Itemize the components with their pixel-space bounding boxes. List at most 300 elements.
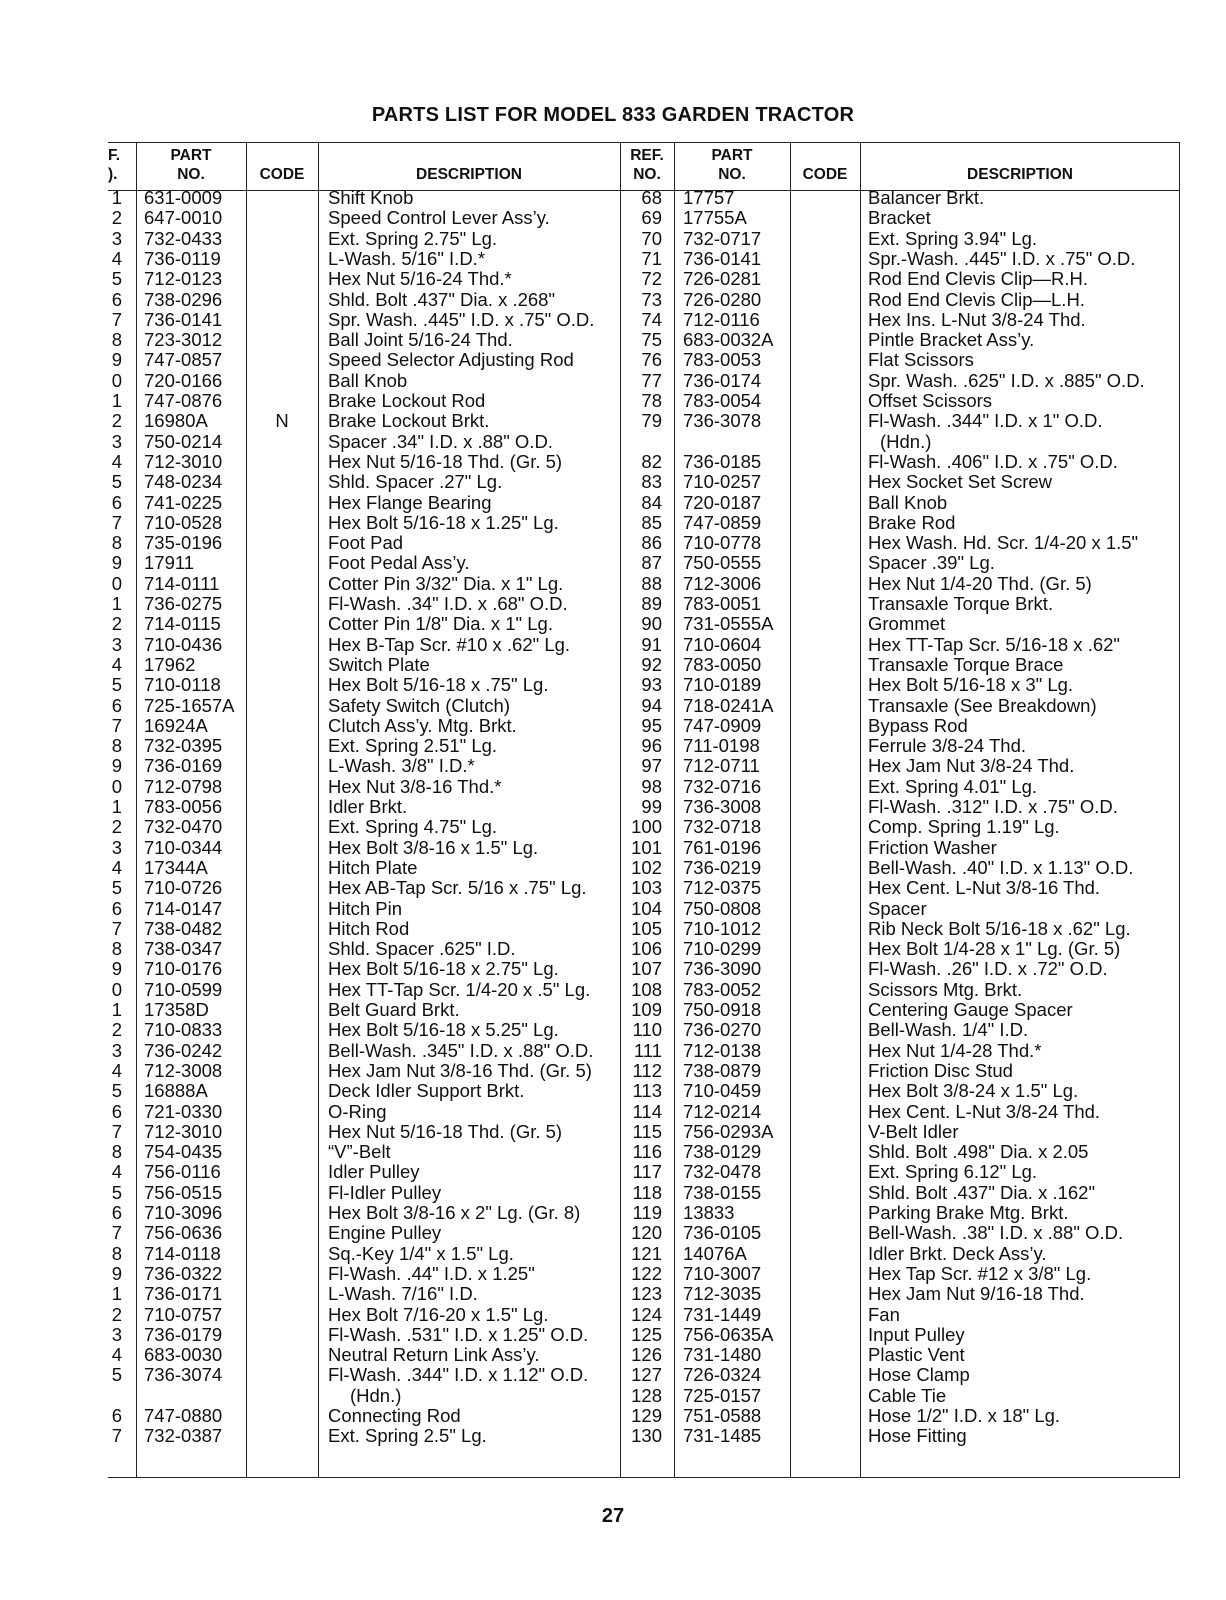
left-desc-cell: Cotter Pin 3/32" Dia. x 1" Lg. xyxy=(328,572,564,594)
right-part-cell: 750-0555 xyxy=(683,552,762,574)
left-part-cell: 748-0234 xyxy=(144,471,223,493)
left-desc-cell: Fl-Wash. .344" I.D. x 1.12" O.D. xyxy=(328,1364,589,1386)
right-desc-cell: Bracket xyxy=(868,207,931,229)
right-part-cell: 725-0157 xyxy=(683,1384,762,1406)
right-part-cell: 712-3035 xyxy=(683,1283,762,1305)
left-part-cell: 712-3008 xyxy=(144,1059,223,1081)
left-ref-cell: 0 xyxy=(111,369,122,391)
right-part-cell: 736-0174 xyxy=(683,369,762,391)
left-part-cell: 17358D xyxy=(144,999,209,1020)
column-divider xyxy=(860,142,861,1478)
left-desc-cell: Hitch Pin xyxy=(328,897,403,919)
right-ref-cell: 125 xyxy=(631,1323,662,1345)
right-ref-cell: 104 xyxy=(631,897,662,919)
left-part-cell: 732-0433 xyxy=(144,227,223,249)
right-ref-cell: 74 xyxy=(641,308,662,330)
left-desc-cell: Fl-Wash. .34" I.D. x .68" O.D. xyxy=(328,593,568,614)
left-desc-cell: Deck Idler Support Brkt. xyxy=(328,1080,525,1102)
right-ref-cell: 100 xyxy=(631,816,662,838)
right-desc-cell: Hex Nut 1/4-20 Thd. (Gr. 5) xyxy=(868,572,1092,594)
right-desc-cell: Hex Cent. L-Nut 3/8-16 Thd. xyxy=(868,877,1101,899)
left-desc-cell: Engine Pulley xyxy=(328,1222,442,1244)
right-part-cell: 17757 xyxy=(683,187,735,208)
left-part-cell: 714-0111 xyxy=(144,572,220,594)
header-text: F. xyxy=(108,147,121,164)
right-desc-cell: Flat Scissors xyxy=(868,349,974,371)
right-ref-cell: 119 xyxy=(632,1202,662,1223)
left-desc-cell: Foot Pedal Ass’y. xyxy=(328,552,470,574)
left-desc-cell: Belt Guard Brkt. xyxy=(328,999,460,1020)
right-ref-cell: 93 xyxy=(641,674,662,696)
left-ref-cell: 9 xyxy=(111,1262,122,1284)
header-text: PART xyxy=(711,147,753,164)
right-desc-cell: Rod End Clevis Clip—R.H. xyxy=(868,268,1089,290)
right-desc-cell: Fl-Wash. .312" I.D. x .75" O.D. xyxy=(868,796,1118,817)
left-part-cell: 710-0344 xyxy=(144,836,223,858)
right-desc-cell: Shld. Bolt .498" Dia. x 2.05 xyxy=(868,1141,1089,1163)
left-desc-cell: Hex Bolt 7/16-20 x 1.5" Lg. xyxy=(328,1303,549,1325)
left-part-cell: 723-3012 xyxy=(144,329,223,351)
header-part-no-left xyxy=(136,146,246,184)
right-desc-cell: Hex Ins. L-Nut 3/8-24 Thd. xyxy=(868,308,1086,330)
right-desc-cell: Bell-Wash. .38" I.D. x .88" O.D. xyxy=(868,1222,1124,1244)
left-ref-cell: 2 xyxy=(111,816,122,838)
header-text: NO. xyxy=(718,166,746,183)
right-ref-cell: 124 xyxy=(631,1303,662,1325)
right-part-cell: 720-0187 xyxy=(683,491,762,513)
left-ref-cell: 7 xyxy=(111,1222,122,1244)
left-desc-cell: Shld. Bolt .437" Dia. x .268" xyxy=(328,288,556,310)
right-desc-cell: Idler Brkt. Deck Ass’y. xyxy=(868,1242,1047,1264)
right-desc-cell: Grommet xyxy=(868,613,946,635)
left-desc-cell: Hex Flange Bearing xyxy=(328,491,492,513)
right-ref-cell: 75 xyxy=(641,329,662,351)
right-desc-cell: Plastic Vent xyxy=(868,1344,965,1366)
left-ref-cell: 2 xyxy=(111,207,122,229)
right-desc-cell: Transaxle Torque Brace xyxy=(868,653,1064,675)
left-ref-cell: 3 xyxy=(111,1323,122,1345)
right-part-cell: 710-3007 xyxy=(683,1262,762,1284)
right-part-cell: 17755A xyxy=(683,207,747,229)
left-part-cell: 732-0470 xyxy=(144,816,223,838)
right-ref-cell: 89 xyxy=(641,593,662,614)
right-part-cell: 710-0189 xyxy=(683,674,762,696)
right-desc-cell: Spr.-Wash. .445" I.D. x .75" O.D. xyxy=(868,247,1136,269)
left-part-cell: 732-0387 xyxy=(144,1425,223,1447)
left-ref-cell: 1 xyxy=(111,187,122,208)
right-ref-cell: 105 xyxy=(631,917,662,939)
right-desc-cell: Hex Jam Nut 3/8-24 Thd. xyxy=(868,755,1075,777)
right-ref-cell: 108 xyxy=(631,978,662,1000)
header-text: PART xyxy=(170,147,212,164)
header-description-left: DESCRIPTION xyxy=(416,166,522,183)
right-part-cell: 751-0588 xyxy=(683,1405,762,1426)
right-part-cell: 736-0219 xyxy=(683,856,762,878)
right-desc-cell: Fan xyxy=(868,1303,900,1325)
left-part-cell: 710-0833 xyxy=(144,1019,223,1041)
header-text: NO. xyxy=(177,166,205,183)
right-ref-cell: 88 xyxy=(641,572,662,594)
left-ref-cell: 4 xyxy=(111,1161,122,1183)
left-part-cell: 712-3010 xyxy=(144,450,223,472)
left-ref-cell: 3 xyxy=(111,836,122,858)
header-part-no-right xyxy=(674,146,790,184)
left-part-cell: 16980A xyxy=(144,410,208,432)
right-part-cell: 732-0717 xyxy=(683,227,762,249)
right-ref-cell: 83 xyxy=(641,471,662,493)
left-part-cell: 738-0347 xyxy=(144,938,223,960)
right-ref-cell: 101 xyxy=(631,836,662,858)
left-ref-cell: 0 xyxy=(111,572,122,594)
right-ref-cell: 113 xyxy=(632,1080,662,1102)
left-ref-cell: 1 xyxy=(111,796,122,817)
left-ref-cell: 9 xyxy=(111,958,122,980)
right-part-cell: 750-0918 xyxy=(683,999,762,1020)
left-ref-cell: 2 xyxy=(111,1303,122,1325)
left-desc-cell: O-Ring xyxy=(328,1100,387,1122)
right-desc-cell: Comp. Spring 1.19" Lg. xyxy=(868,816,1060,838)
right-desc-cell: Scissors Mtg. Brkt. xyxy=(868,978,1023,1000)
right-ref-cell: 84 xyxy=(641,491,662,513)
left-desc-cell: Hex Bolt 5/16-18 x .75" Lg. xyxy=(328,674,549,696)
left-desc-cell: Bell-Wash. .345" I.D. x .88" O.D. xyxy=(328,1039,594,1061)
left-ref-cell: 0 xyxy=(111,978,122,1000)
right-part-cell: 736-3090 xyxy=(683,958,762,980)
left-desc-cell: Idler Pulley xyxy=(328,1161,420,1183)
left-desc-cell: Spacer .34" I.D. x .88" O.D. xyxy=(328,430,553,452)
left-part-cell: 631-0009 xyxy=(144,187,223,208)
right-desc-cell: Hex Tap Scr. #12 x 3/8" Lg. xyxy=(868,1262,1092,1284)
left-desc-cell: Speed Selector Adjusting Rod xyxy=(328,349,574,371)
right-ref-cell: 123 xyxy=(631,1283,662,1305)
right-part-cell: 731-0555A xyxy=(683,613,774,635)
left-part-cell: 725-1657A xyxy=(144,694,235,716)
left-desc-cell: Fl-Wash. .44" I.D. x 1.25" xyxy=(328,1262,535,1284)
left-desc-cell: Neutral Return Link Ass’y. xyxy=(328,1344,540,1366)
left-desc-cell: Ball Joint 5/16-24 Thd. xyxy=(328,329,513,351)
left-desc-cell: Shld. Spacer .625" I.D. xyxy=(328,938,516,960)
left-ref-cell: 6 xyxy=(111,897,122,919)
right-ref-cell: 97 xyxy=(641,755,662,777)
right-part-cell: 712-3006 xyxy=(683,572,762,594)
right-ref-cell: 112 xyxy=(632,1059,662,1081)
right-ref-cell: 73 xyxy=(641,288,662,310)
right-desc-cell: Spacer .39" Lg. xyxy=(868,552,995,574)
left-desc-cell: L-Wash. 3/8" I.D.* xyxy=(328,755,475,777)
left-ref-cell: 1 xyxy=(111,999,122,1020)
left-desc-cell: Hex Nut 5/16-18 Thd. (Gr. 5) xyxy=(328,1120,563,1142)
right-part-cell: 756-0293A xyxy=(683,1120,774,1142)
header-ref-no-right xyxy=(620,146,674,184)
left-ref-cell: 4 xyxy=(111,1344,122,1366)
right-ref-cell: 106 xyxy=(631,938,662,960)
left-ref-cell: 1 xyxy=(111,1283,122,1305)
right-part-cell: 710-1012 xyxy=(683,917,762,939)
left-ref-cell: 9 xyxy=(111,755,122,777)
left-desc-cell: Spr. Wash. .445" I.D. x .75" O.D. xyxy=(328,308,595,330)
left-desc-cell: Brake Lockout Rod xyxy=(328,390,486,411)
left-part-cell: 710-0118 xyxy=(144,674,221,696)
right-part-cell: 738-0879 xyxy=(683,1059,762,1081)
right-part-cell: 712-0711 xyxy=(683,755,760,777)
left-part-cell: 710-0726 xyxy=(144,877,223,899)
right-part-cell: 13833 xyxy=(683,1202,735,1223)
left-desc-cell: L-Wash. 5/16" I.D.* xyxy=(328,247,486,269)
left-part-cell: 720-0166 xyxy=(144,369,223,391)
left-ref-cell: 3 xyxy=(111,1039,122,1061)
left-ref-cell: 4 xyxy=(111,1059,122,1081)
right-part-cell: 731-1449 xyxy=(683,1303,762,1325)
left-part-cell: 756-0515 xyxy=(144,1181,223,1203)
right-part-cell: 732-0718 xyxy=(683,816,762,838)
left-desc-cell: Hex AB-Tap Scr. 5/16 x .75" Lg. xyxy=(328,877,587,899)
left-desc-cell: Hex Bolt 5/16-18 x 5.25" Lg. xyxy=(328,1019,559,1041)
right-part-cell: 732-0716 xyxy=(683,775,762,797)
right-ref-cell: 69 xyxy=(641,207,662,229)
left-ref-cell: 4 xyxy=(111,653,122,675)
left-desc-cell: Foot Pad xyxy=(328,532,404,554)
right-desc-cell: Hose Fitting xyxy=(868,1425,967,1447)
left-ref-cell: 1 xyxy=(111,390,122,411)
left-part-cell: 710-0528 xyxy=(144,511,223,533)
right-ref-cell: 72 xyxy=(641,268,662,290)
right-desc-cell: Bypass Rod xyxy=(868,714,968,736)
right-ref-cell: 94 xyxy=(641,694,662,716)
left-ref-cell: 6 xyxy=(111,491,122,513)
left-desc-cell: Hex Bolt 5/16-18 x 2.75" Lg. xyxy=(328,958,559,980)
right-ref-cell: 95 xyxy=(641,714,662,736)
right-part-cell: 731-1480 xyxy=(683,1344,762,1366)
left-part-cell: 712-0123 xyxy=(144,268,223,290)
right-desc-cell: Rod End Clevis Clip—L.H. xyxy=(868,288,1085,310)
left-desc-cell: “V”-Belt xyxy=(328,1141,391,1163)
right-ref-cell: 86 xyxy=(641,532,662,554)
right-desc-cell: Hex TT-Tap Scr. 5/16-18 x .62" xyxy=(868,633,1120,655)
header-text: ). xyxy=(108,166,118,183)
right-desc-cell: (Hdn.) xyxy=(880,430,932,452)
header-text: NO. xyxy=(633,166,661,183)
right-ref-cell: 82 xyxy=(641,450,662,472)
header-text: REF. xyxy=(630,147,664,164)
right-desc-cell: Balancer Brkt. xyxy=(868,187,985,208)
right-ref-cell: 129 xyxy=(631,1405,662,1426)
left-part-cell: 714-0147 xyxy=(144,897,223,919)
right-desc-cell: Fl-Wash. .26" I.D. x .72" O.D. xyxy=(868,958,1108,980)
left-ref-cell: 1 xyxy=(111,593,122,614)
left-desc-cell: Hitch Plate xyxy=(328,856,418,878)
left-part-cell: 714-0115 xyxy=(144,613,221,635)
right-part-cell: 747-0909 xyxy=(683,714,762,736)
right-ref-cell: 102 xyxy=(631,856,662,878)
left-desc-cell: Ext. Spring 2.5" Lg. xyxy=(328,1425,487,1447)
left-ref-cell: 8 xyxy=(111,938,122,960)
right-desc-cell: Friction Disc Stud xyxy=(868,1059,1013,1081)
left-ref-cell: 2 xyxy=(111,613,122,635)
left-ref-cell: 8 xyxy=(111,735,122,757)
left-ref-cell: 7 xyxy=(111,308,122,330)
right-desc-cell: Ball Knob xyxy=(868,491,948,513)
left-part-cell: 756-0116 xyxy=(144,1161,221,1183)
left-part-cell: 736-0171 xyxy=(144,1283,223,1305)
right-part-cell: 761-0196 xyxy=(683,836,762,858)
left-part-cell: 710-0599 xyxy=(144,978,223,1000)
right-part-cell: 738-0155 xyxy=(683,1181,762,1203)
right-part-cell: 710-0778 xyxy=(683,532,762,554)
right-part-cell: 783-0051 xyxy=(683,593,762,614)
left-desc-cell: Hex B-Tap Scr. #10 x .62" Lg. xyxy=(328,633,571,655)
right-part-cell: 736-3008 xyxy=(683,796,762,817)
left-desc-cell: Ext. Spring 2.75" Lg. xyxy=(328,227,498,249)
left-part-cell: 16888A xyxy=(144,1080,208,1102)
left-ref-cell: 7 xyxy=(111,714,122,736)
header-code-left: CODE xyxy=(259,166,305,183)
left-desc-cell: Brake Lockout Brkt. xyxy=(328,410,490,432)
header-description-right: DESCRIPTION xyxy=(967,166,1073,183)
right-ref-cell: 98 xyxy=(641,775,662,797)
left-ref-cell: 6 xyxy=(111,1202,122,1223)
right-ref-cell: 126 xyxy=(631,1344,662,1366)
left-part-cell: 747-0880 xyxy=(144,1405,223,1426)
right-desc-cell: Transaxle (See Breakdown) xyxy=(868,694,1097,716)
left-desc-cell: Safety Switch (Clutch) xyxy=(328,694,510,716)
right-desc-cell: Ferrule 3/8-24 Thd. xyxy=(868,735,1027,757)
right-desc-cell: Offset Scissors xyxy=(868,390,993,411)
right-ref-cell: 68 xyxy=(641,187,662,208)
right-ref-cell: 107 xyxy=(631,958,662,980)
left-ref-cell: 6 xyxy=(111,694,122,716)
right-desc-cell: Fl-Wash. .344" I.D. x 1" O.D. xyxy=(868,410,1103,432)
left-desc-cell: Hex Bolt 5/16-18 x 1.25" Lg. xyxy=(328,511,559,533)
left-part-cell: 710-0436 xyxy=(144,633,223,655)
left-ref-cell: 5 xyxy=(111,268,122,290)
left-ref-cell: 0 xyxy=(111,775,122,797)
page-number: 27 xyxy=(601,1505,625,1527)
right-desc-cell: Hex Socket Set Screw xyxy=(868,471,1053,493)
left-desc-cell: L-Wash. 7/16" I.D. xyxy=(328,1283,478,1305)
right-part-cell: 710-0257 xyxy=(683,471,762,493)
left-part-cell: 756-0636 xyxy=(144,1222,223,1244)
right-desc-cell: Friction Washer xyxy=(868,836,997,858)
right-desc-cell: Hose 1/2" I.D. x 18" Lg. xyxy=(868,1405,1061,1426)
left-part-cell: 683-0030 xyxy=(144,1344,223,1366)
right-ref-cell: 78 xyxy=(641,390,662,411)
right-ref-cell: 92 xyxy=(641,653,662,675)
left-part-cell: 741-0225 xyxy=(144,491,223,513)
right-ref-cell: 121 xyxy=(631,1242,662,1264)
right-part-cell: 712-0214 xyxy=(683,1100,762,1122)
right-ref-cell: 87 xyxy=(641,552,662,574)
right-desc-cell: Hex Wash. Hd. Scr. 1/4-20 x 1.5" xyxy=(868,532,1139,554)
right-ref-cell: 130 xyxy=(631,1425,662,1447)
left-desc-cell: Hex Nut 3/8-16 Thd.* xyxy=(328,775,502,797)
right-part-cell: 712-0138 xyxy=(683,1039,762,1061)
right-desc-cell: Input Pulley xyxy=(868,1323,965,1345)
right-desc-cell: Spr. Wash. .625" I.D. x .885" O.D. xyxy=(868,369,1145,391)
left-part-cell: 736-3074 xyxy=(144,1364,223,1386)
left-part-cell: 754-0435 xyxy=(144,1141,223,1163)
left-ref-cell: 8 xyxy=(111,532,122,554)
left-ref-cell: 3 xyxy=(111,227,122,249)
right-ref-cell: 79 xyxy=(641,410,662,432)
right-part-cell: 736-0185 xyxy=(683,450,762,472)
right-part-cell: 711-0198 xyxy=(683,735,760,757)
right-desc-cell: Hex Jam Nut 9/16-18 Thd. xyxy=(868,1283,1085,1305)
left-desc-cell: Ext. Spring 4.75" Lg. xyxy=(328,816,498,838)
right-part-cell: 756-0635A xyxy=(683,1323,774,1345)
left-desc-cell: Shld. Spacer .27" Lg. xyxy=(328,471,503,493)
right-desc-cell: Centering Gauge Spacer xyxy=(868,999,1073,1020)
right-part-cell: 683-0032A xyxy=(683,329,774,351)
left-ref-cell: 4 xyxy=(111,856,122,878)
left-ref-cell: 8 xyxy=(111,1141,122,1163)
left-desc-cell: Switch Plate xyxy=(328,653,430,675)
right-part-cell: 726-0280 xyxy=(683,288,762,310)
right-desc-cell: Spacer xyxy=(868,897,927,919)
right-desc-cell: Bell-Wash. 1/4" I.D. xyxy=(868,1019,1029,1041)
left-ref-cell: 5 xyxy=(111,1181,122,1203)
right-part-cell: 726-0281 xyxy=(683,268,762,290)
right-ref-cell: 122 xyxy=(631,1262,662,1284)
header-code-right: CODE xyxy=(802,166,848,183)
left-desc-cell: Speed Control Lever Ass’y. xyxy=(328,207,550,229)
left-part-cell: 735-0196 xyxy=(144,532,223,554)
left-part-cell: 647-0010 xyxy=(144,207,223,229)
left-part-cell: 721-0330 xyxy=(144,1100,223,1122)
right-desc-cell: Fl-Wash. .406" I.D. x .75" O.D. xyxy=(868,450,1118,472)
left-ref-cell: 6 xyxy=(111,1405,122,1426)
right-ref-cell: 85 xyxy=(641,511,662,533)
column-divider xyxy=(318,142,319,1478)
left-desc-cell: Fl-Wash. .531" I.D. x 1.25" O.D. xyxy=(328,1323,589,1345)
right-part-cell: 710-0299 xyxy=(683,938,762,960)
left-ref-cell: 5 xyxy=(111,877,122,899)
left-part-cell: 17344A xyxy=(144,856,208,878)
right-desc-cell: Ext. Spring 4.01" Lg. xyxy=(868,775,1038,797)
left-ref-cell: 5 xyxy=(111,1080,122,1102)
right-part-cell: 783-0054 xyxy=(683,390,762,411)
right-ref-cell: 115 xyxy=(632,1120,662,1142)
left-desc-cell: Fl-Idler Pulley xyxy=(328,1181,442,1203)
left-part-cell: 783-0056 xyxy=(144,796,223,817)
left-ref-cell: 2 xyxy=(111,1019,122,1041)
right-desc-cell: Ext. Spring 3.94" Lg. xyxy=(868,227,1038,249)
left-part-cell: 732-0395 xyxy=(144,735,223,757)
right-ref-cell: 76 xyxy=(641,349,662,371)
left-part-cell: 747-0876 xyxy=(144,390,223,411)
left-ref-cell: 7 xyxy=(111,1120,122,1142)
right-ref-cell: 71 xyxy=(641,247,662,269)
right-desc-cell: Cable Tie xyxy=(868,1384,947,1406)
left-part-cell: 17962 xyxy=(144,653,196,675)
left-part-cell: 710-3096 xyxy=(144,1202,223,1223)
right-ref-cell: 120 xyxy=(631,1222,662,1244)
right-ref-cell: 117 xyxy=(632,1161,662,1183)
right-part-cell: 750-0808 xyxy=(683,897,762,919)
right-desc-cell: Transaxle Torque Brkt. xyxy=(868,593,1054,614)
right-ref-cell: 128 xyxy=(631,1384,662,1406)
right-desc-cell: Shld. Bolt .437" Dia. x .162" xyxy=(868,1181,1096,1203)
page-title: PARTS LIST FOR MODEL 833 GARDEN TRACTOR xyxy=(371,104,855,126)
left-desc-cell: Hex Nut 5/16-24 Thd.* xyxy=(328,268,512,290)
right-part-cell: 736-3078 xyxy=(683,410,762,432)
left-desc-cell: Idler Brkt. xyxy=(328,796,408,817)
left-part-cell: 736-0179 xyxy=(144,1323,223,1345)
right-desc-cell: Hex Bolt 1/4-28 x 1" Lg. (Gr. 5) xyxy=(868,938,1121,960)
left-desc-cell: Hex Nut 5/16-18 Thd. (Gr. 5) xyxy=(328,450,563,472)
right-desc-cell: Pintle Bracket Ass’y. xyxy=(868,329,1035,351)
left-part-cell: 736-0169 xyxy=(144,755,223,777)
right-ref-cell: 109 xyxy=(631,999,662,1020)
